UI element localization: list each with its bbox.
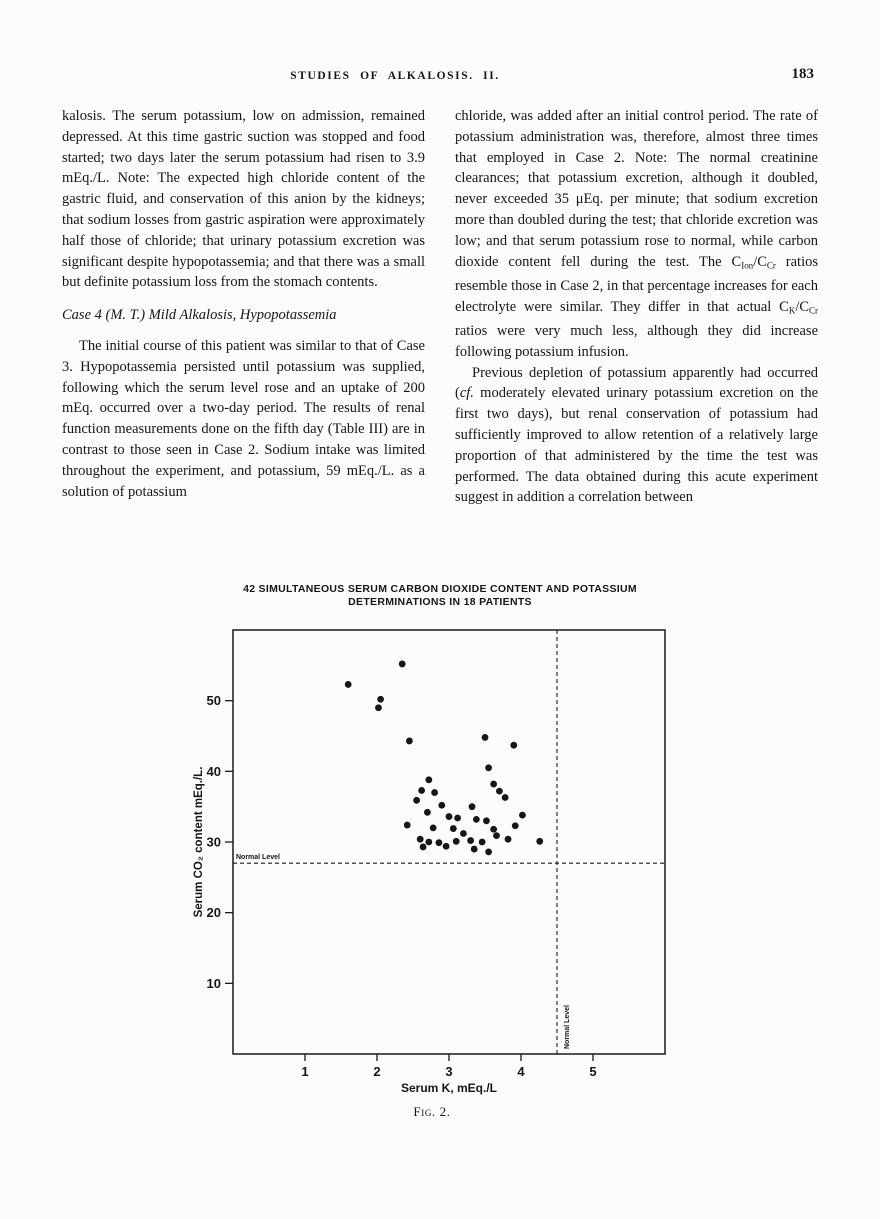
scatter-point xyxy=(473,816,480,823)
scatter-point xyxy=(482,734,489,741)
figure-title-line1: 42 SIMULTANEOUS SERUM CARBON DIOXIDE CONTENT AND POTASSIUM xyxy=(243,583,637,595)
y-axis-label: Serum CO₂ content mEq./L. xyxy=(193,766,205,918)
scatter-point xyxy=(453,838,460,845)
case-section-heading: Case 4 (M. T.) Mild Alkalosis, Hypopotassemia xyxy=(62,307,337,324)
text-columns xyxy=(62,106,818,508)
y-tick-label: 30 xyxy=(206,834,221,850)
x-tick-label: 5 xyxy=(589,1064,597,1079)
paragraph: The initial course of this patient was similar to that of Case 3. Hypopotassemia persisted until potassium was supplied, following which the serum level rose and an uptake of 200 mEq. occurred over a two-day period. The results of renal function measurements done on the fifth day (Table III) are in contrast to those seen in Case 2. Sodium intake was limited throughout the experiment, and potassium, 59 mEq./L. as a solution of potassium xyxy=(62,337,425,500)
scatter-point xyxy=(519,812,526,819)
scatter-chart xyxy=(180,618,690,1120)
scatter-point xyxy=(406,738,413,745)
running-title: STUDIES OF ALKALOSIS. II. xyxy=(290,70,500,82)
scatter-point xyxy=(375,704,382,711)
scatter-point xyxy=(471,846,478,853)
y-tick-label: 20 xyxy=(206,905,221,921)
left-column xyxy=(62,106,425,508)
scatter-point xyxy=(469,803,476,810)
scatter-point xyxy=(496,788,503,795)
scatter-point xyxy=(404,822,411,829)
normal-level-label-vertical: Normal Level xyxy=(564,1005,571,1049)
x-axis-label: Serum K, mEq./L xyxy=(400,1081,498,1095)
x-tick-label: 2 xyxy=(373,1064,381,1079)
scatter-point xyxy=(431,789,438,796)
scatter-point xyxy=(417,836,424,843)
figure-caption: Fig. 2. xyxy=(413,1104,451,1119)
scatter-point xyxy=(443,843,450,850)
scatter-point xyxy=(438,802,445,809)
scatter-point xyxy=(505,836,512,843)
y-tick-label: 40 xyxy=(206,763,221,779)
scatter-point xyxy=(450,825,457,832)
scatter-point xyxy=(490,826,497,833)
figure-title xyxy=(0,583,880,609)
scatter-point xyxy=(446,813,453,820)
scatter-point xyxy=(502,794,509,801)
figure-title-line2: DETERMINATIONS IN 18 PATIENTS xyxy=(348,596,532,608)
scatter-point xyxy=(436,839,443,846)
scatter-point xyxy=(485,764,492,771)
normal-level-label-horizontal: Normal Level xyxy=(236,854,280,861)
scatter-point xyxy=(483,817,490,824)
scatter-point xyxy=(536,838,543,845)
scatter-point xyxy=(418,787,425,794)
scatter-point xyxy=(425,839,432,846)
scatter-point xyxy=(430,824,437,831)
scatter-point xyxy=(377,696,384,703)
y-tick-label: 10 xyxy=(206,975,221,991)
page-number: 183 xyxy=(791,66,814,82)
x-tick-label: 1 xyxy=(301,1064,309,1079)
x-tick-label: 3 xyxy=(445,1064,453,1079)
paragraph-continuation: kalosis. The serum potassium, low on admission, remained depressed. At this time gastric suction was stopped and food started; two days later the serum potassium had risen to 3.9 mEq./L. Note: The expected high chloride content of the gastric fluid, and conservation of this anion by the kidneys; that sodium losses from gastric aspiration were approximately half those of chloride; that urinary potassium excretion was significant despite hypopotassemia; and that there was a small but definite potassium loss from the stomach contents. xyxy=(62,108,425,291)
scatter-point xyxy=(420,844,427,851)
scatter-point xyxy=(345,681,352,688)
scatter-point xyxy=(467,837,474,844)
scatter-point xyxy=(493,832,500,839)
scatter-point xyxy=(454,815,461,822)
scatter-point xyxy=(424,809,431,816)
paragraph-continuation: chloride, was added after an initial control period. The rate of potassium administration was, therefore, almost three times that employed in Case 2. Note: The normal creatinine clearances; that potassium excretion, although it doubled, never exceeded 35 μEq. per minute; that sodium excretion more than doubled during the test; that chloride excretion was low; and that serum potassium rose to normal, while carbon dioxide content fell during the test. The $C_{Ion}/C_{Cr}$ ratios resemble those in Case 2, in that percentage increases for each electrolyte were similar. They differ in that actual $C_K/C_{Cr}$ ratios were very much less, although they did increase following potassium infusion. xyxy=(455,108,819,360)
scatter-point xyxy=(399,661,406,668)
scatter-point xyxy=(425,776,432,783)
y-tick-label: 50 xyxy=(206,693,221,709)
scatter-point xyxy=(490,781,497,788)
scatter-point xyxy=(510,742,517,749)
scatter-point xyxy=(485,848,492,855)
scatter-point xyxy=(413,797,420,804)
right-column xyxy=(455,106,818,508)
scatter-point xyxy=(479,839,486,846)
paragraph: Previous depletion of potassium apparently had occurred (cf. moderately elevated urinary potassium excretion on the first two days), but renal conservation of potassium had sufficiently improved to allow retention of a relatively large proportion of that administered by the time the test was performed. The data obtained during this acute experiment suggest in addition a correlation between xyxy=(455,364,818,506)
scatter-point xyxy=(512,822,519,829)
x-tick-label: 4 xyxy=(517,1064,525,1079)
plot-border xyxy=(233,630,665,1054)
scatter-point xyxy=(460,830,467,837)
